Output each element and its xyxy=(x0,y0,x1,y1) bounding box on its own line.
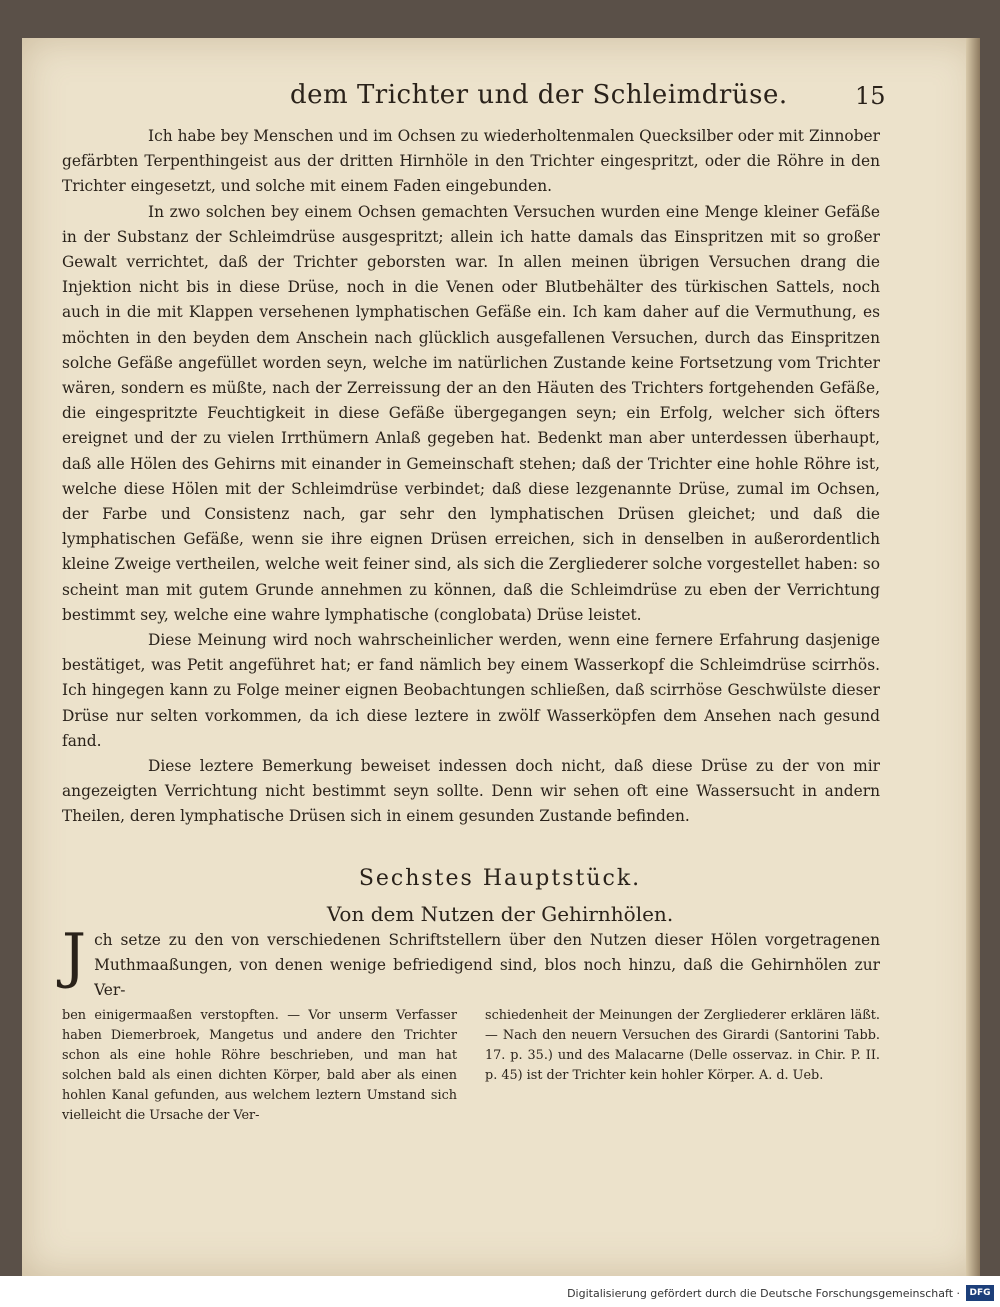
chapter-opening-text: ch setze zu den von verschiedenen Schriftstellern über den Nutzen dieser Hölen vorgetragenen Muthmaaßungen, von denen wenige befriedigend sind, blos noch hinzu, daß die Gehirnhölen zur Ver- xyxy=(94,931,880,1000)
main-text xyxy=(62,124,880,830)
chapter-opening xyxy=(62,921,880,1004)
footer-credit: Digitalisierung gefördert durch die Deutsche Forschungsgemeinschaft · xyxy=(567,1287,960,1300)
paragraph-3: Diese Meinung wird noch wahrscheinlicher werden, wenn eine fernere Erfahrung dasjenige bestätiget, was Petit angeführet hat; er fand nämlich bey einem Wasserkopf die Schleimdrüse scirrhös. Ich hingegen kann zu Folge meiner eignen Beobachtungen schließen, daß scirrhöse Geschwülste dieser Drüse nur selten vorkommen, da ich diese leztere in zwölf Wasserköpfen dem Ansehen nach gesund fand. xyxy=(62,631,880,750)
page-number: 15 xyxy=(855,82,886,110)
footnote-right: schiedenheit der Meinungen der Zergliederer erklären läßt. — Nach den neuern Versuchen des Girardi (Santorini Tabb. 17. p. 35.) und des Malacarne (Delle osservaz. in Chir. P. II. p. 45) ist der Trichter kein hohler Körper. A. d. Ueb. xyxy=(485,1008,880,1083)
section-subtitle: Von dem Nutzen der Gehirnhölen. xyxy=(326,902,674,926)
page-spine-edge xyxy=(966,38,980,1276)
paragraph-4: Diese leztere Bemerkung beweiset indessen doch nicht, daß diese Drüse zu der von mir angezeigten Verrichtung nicht bestimmt seyn sollte. Denn wir sehen oft eine Wassersucht in andern Theilen, deren lymphatische Drüsen sich in einem gesunden Zustande befinden. xyxy=(62,757,880,826)
paragraph-2: In zwo solchen bey einem Ochsen gemachten Versuchen wurden eine Menge kleiner Gefäße in der Substanz der Schleimdrüse ausgespritzt; allein ich hatte damals das Einspritzen mit so großer Gewalt verrichtet, daß der Trichter geborsten war. In allen meinen übrigen Versuchen drang die Injektion nicht bis in diese Drüse, noch in die Venen oder Blutbehälter des türkischen Sattels, noch auch in die mit Klappen versehenen lymphatischen Gefäße ein. Ich kam daher auf die Vermuthung, es möchten in den beyden dem Anschein nach glücklich ausgefallenen Versuchen, durch das Einspritzen solche Gefäße angefüllet worden seyn, welche im natürlichen Zustande keine Fortsetzung vom Trichter wären, sondern es müßte, nach der Zerreissung der an den Häuten des Trichters fortgehenden Gefäße, die eingespritzte Feuchtigkeit in diese Gefäße übergegangen seyn; ein Erfolg, welcher sich öfters ereignet und der zu vielen Irrthümern Anlaß gegeben hat. Bedenkt man aber unterdessen überhaupt, daß alle Hölen des Gehirns mit einander in Gemeinschaft stehen; daß der Trichter eine hohle Röhre ist, welche diese Hölen mit der Schleimdrüse verbindet; daß diese lezgenannte Drüse, zumal im Ochsen, der Farbe und Consistenz nach, gar sehr den lymphatischen Drüsen gleichet; und daß die lymphatischen Gefäße, wenn sie ihre eignen Drüsen erreichen, sich in denselben in außerordentlich kleine Zweige vertheilen, welche weit feiner sind, als sich die Zergliederer solche vorgestellet haben: so scheint man mit gutem Grunde annehmen zu können, daß die Schleimdrüse zu eben der Verrichtung bestimmt sey, welche eine wahre lymphatische (conglobata) Drüse leistet. xyxy=(62,202,880,624)
paragraph-1: Ich habe bey Menschen und im Ochsen zu wiederholtenmalen Quecksilber oder mit Zinnober gefärbten Terpenthingeist aus der dritten Hirnhöle in den Trichter eingespritzt, oder die Röhre in den Trichter eingesetzt, und solche mit einem Faden eingebunden. xyxy=(62,127,880,196)
footnote-left: ben einigermaaßen verstopften. — Vor unserm Verfasser haben Diemerbroek, Mangetus und andere den Trichter schon als eine hohle Röhre beschrieben, und man hat solchen bald als einen dichten Körper, bald aber als einen hohlen Kanal gefunden, aus welchem leztern Umstand sich vielleicht die Ursache der Ver- xyxy=(62,1008,457,1123)
dropcap: J xyxy=(62,921,87,991)
running-head: dem Trichter und der Schleimdrüse. xyxy=(290,80,788,110)
dfg-logo-icon: DFG xyxy=(966,1285,994,1301)
footnotes xyxy=(62,1006,880,1126)
footer-bar xyxy=(0,1276,1000,1307)
section-title: Sechstes Hauptstück. xyxy=(358,866,642,891)
